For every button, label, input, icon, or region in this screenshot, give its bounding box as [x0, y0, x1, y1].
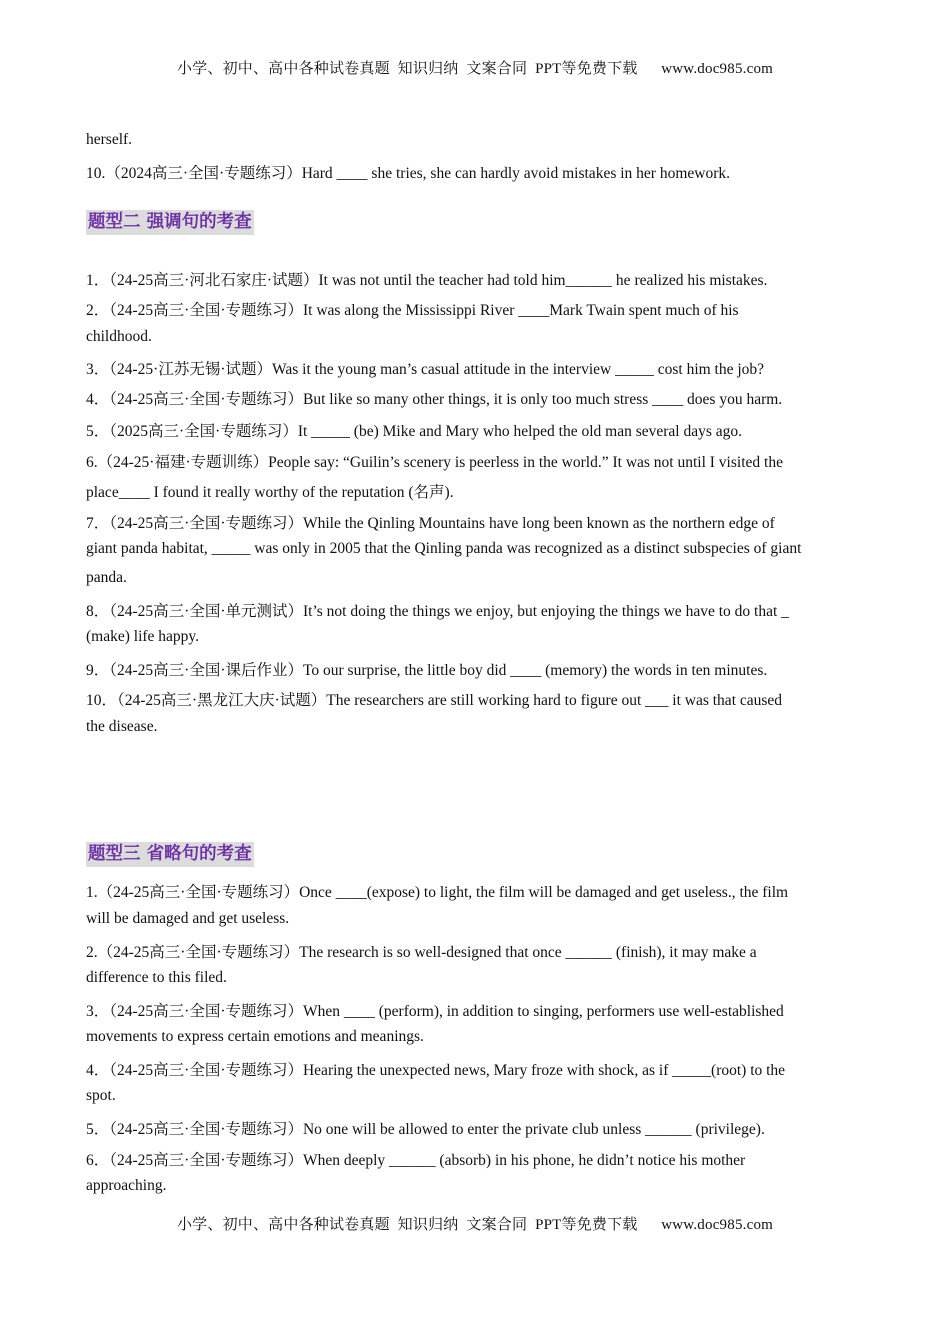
question-line: 8．（24-25高三·全国·单元测试）It’s not doing the things we enjoy, but enjoying the things we have to do that _ [86, 603, 789, 620]
question-line: 9．（24-25高三·全国·课后作业）To our surprise, the little boy did ____ (memory) the words in ten minutes. [86, 662, 768, 679]
question-line: 5．（24-25高三·全国·专题练习）No one will be allowed to enter the private club unless ______ (privilege). [86, 1121, 765, 1138]
question-line: giant panda habitat, _____ was only in 2005 that the Qinling panda was recognized as a distinct subspecies of giant [86, 540, 802, 557]
question-line: 7．（24-25高三·全国·专题练习）While the Qinling Mountains have long been known as the northern edge of [86, 515, 775, 532]
page-footer: 小学、初中、高中各种试卷真题 知识归纳 文案合同 PPT等免费下载 www.doc985.com [176, 1217, 774, 1233]
question-line: panda. [86, 569, 127, 586]
question-line: 6.（24-25·福建·专题训练）People say: “Guilin’s scenery is peerless in the world.” It was not until I visited the [86, 454, 783, 471]
page-header: 小学、初中、高中各种试卷真题 知识归纳 文案合同 PPT等免费下载 www.doc985.com [176, 61, 774, 77]
question-line: childhood. [86, 328, 152, 345]
question-line: 10．（24-25高三·黑龙江大庆·试题）The researchers are still working hard to figure out ___ it was that caused [86, 692, 783, 709]
question-line: 3．（24-25·江苏无锡·试题）Was it the young man’s casual attitude in the interview _____ cost him the job? [86, 361, 765, 378]
text-line: herself. [86, 131, 133, 148]
question-line: 2．（24-25高三·全国·专题练习）It was along the Mississippi River ____Mark Twain spent much of his [86, 302, 739, 319]
question-line: the disease. [86, 718, 158, 735]
question-line: spot. [86, 1087, 116, 1104]
question-line: 1.（24-25高三·全国·专题练习）Once ____(expose) to light, the film will be damaged and get useless., the film [86, 884, 789, 901]
question-line: difference to this filed. [86, 969, 227, 986]
section-heading: 题型三 省略句的考查 [86, 842, 254, 867]
question-line: 3．（24-25高三·全国·专题练习）When ____ (perform), in addition to singing, performers use well-established [86, 1003, 784, 1020]
question-line: 2.（24-25高三·全国·专题练习）The research is so well-designed that once ______ (finish), it may make a [86, 944, 757, 961]
question-line: 5．（2025高三·全国·专题练习）It _____ (be) Mike and Mary who helped the old man several days ago. [86, 423, 743, 440]
question-line: will be damaged and get useless. [86, 910, 290, 927]
question-line: (make) life happy. [86, 628, 200, 645]
question-line: place____ I found it really worthy of the reputation (名声). [86, 484, 454, 501]
question-line: 6．（24-25高三·全国·专题练习）When deeply ______ (absorb) in his phone, he didn’t notice his mother [86, 1152, 746, 1169]
question-line: movements to express certain emotions and meanings. [86, 1028, 424, 1045]
section-heading: 题型二 强调句的考查 [86, 210, 254, 235]
question-line: 4．（24-25高三·全国·专题练习）Hearing the unexpected news, Mary froze with shock, as if _____(root) to the [86, 1062, 786, 1079]
question-line: approaching. [86, 1177, 167, 1194]
text-line: 10.（2024高三·全国·专题练习）Hard ____ she tries, she can hardly avoid mistakes in her homework. [86, 165, 730, 182]
question-line: 4．（24-25高三·全国·专题练习）But like so many other things, it is only too much stress ____ does you harm. [86, 391, 783, 408]
question-line: 1．（24-25高三·河北石家庄·试题）It was not until the teacher had told him______ he realized his mistakes. [86, 272, 768, 289]
